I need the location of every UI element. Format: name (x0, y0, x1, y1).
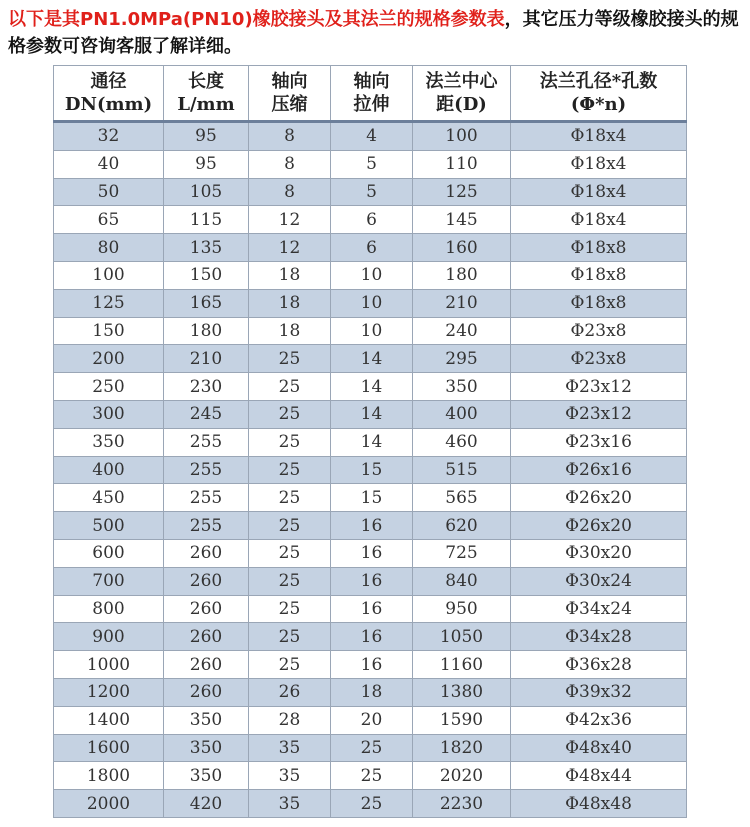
table-cell: 400 (54, 456, 164, 484)
table-cell: 255 (164, 428, 249, 456)
table-row (54, 539, 687, 567)
table-cell: 900 (54, 623, 164, 651)
table-cell: 350 (54, 428, 164, 456)
table-cell: 260 (164, 567, 249, 595)
table-cell: 16 (331, 539, 413, 567)
table-row (54, 206, 687, 234)
header-line: 通径 (90, 71, 127, 92)
table-cell: 725 (413, 539, 511, 567)
table-cell: 8 (249, 122, 331, 151)
header-dn (54, 66, 164, 122)
table-cell: 255 (164, 512, 249, 540)
table-cell: Φ18x8 (511, 261, 687, 289)
table-cell: 150 (164, 261, 249, 289)
table-cell: 6 (331, 206, 413, 234)
header-line: 法兰孔径*孔数 (539, 71, 658, 92)
table-cell: 16 (331, 512, 413, 540)
table-cell: 260 (164, 623, 249, 651)
table-cell: 160 (413, 234, 511, 262)
table-row (54, 234, 687, 262)
table-cell: 1800 (54, 762, 164, 790)
table-cell: Φ23x12 (511, 373, 687, 401)
table-cell: 25 (249, 651, 331, 679)
table-cell: 10 (331, 289, 413, 317)
table-cell: 80 (54, 234, 164, 262)
table-cell: 40 (54, 150, 164, 178)
table-cell: 260 (164, 651, 249, 679)
table-cell: 2230 (413, 790, 511, 818)
table-cell: 250 (54, 373, 164, 401)
table-cell: 135 (164, 234, 249, 262)
table-cell: 2000 (54, 790, 164, 818)
table-cell: 28 (249, 706, 331, 734)
header-flange-hole (511, 66, 687, 122)
table-cell: 350 (413, 373, 511, 401)
table-cell: 350 (164, 762, 249, 790)
table-cell: Φ26x20 (511, 484, 687, 512)
table-cell: Φ30x24 (511, 567, 687, 595)
table-cell: 260 (164, 539, 249, 567)
table-cell: 1160 (413, 651, 511, 679)
header-line: 轴向 (353, 71, 390, 92)
table-cell: 10 (331, 317, 413, 345)
table-cell: 1000 (54, 651, 164, 679)
table-cell: 230 (164, 373, 249, 401)
table-row (54, 150, 687, 178)
table-cell: 165 (164, 289, 249, 317)
table-row (54, 456, 687, 484)
table-cell: 25 (331, 790, 413, 818)
table-row (54, 373, 687, 401)
intro-highlight-text: 以下是其PN1.0MPa(PN10)橡胶接头及其法兰的规格参数表 (8, 9, 505, 30)
table-row (54, 595, 687, 623)
table-cell: 18 (331, 678, 413, 706)
table-cell: 25 (249, 484, 331, 512)
table-row (54, 345, 687, 373)
table-cell: 105 (164, 178, 249, 206)
table-cell: 25 (249, 595, 331, 623)
table-cell: 25 (249, 567, 331, 595)
table-cell: 25 (249, 400, 331, 428)
table-cell: 6 (331, 234, 413, 262)
table-cell: 400 (413, 400, 511, 428)
table-cell: 620 (413, 512, 511, 540)
table-row (54, 512, 687, 540)
table-cell: 4 (331, 122, 413, 151)
table-cell: 25 (249, 456, 331, 484)
table-cell: Φ30x20 (511, 539, 687, 567)
table-cell: 260 (164, 678, 249, 706)
table-cell: 8 (249, 178, 331, 206)
table-cell: 50 (54, 178, 164, 206)
table-cell: 420 (164, 790, 249, 818)
header-length (164, 66, 249, 122)
table-cell: 600 (54, 539, 164, 567)
table-cell: 35 (249, 734, 331, 762)
table-cell: 26 (249, 678, 331, 706)
table-cell: 110 (413, 150, 511, 178)
table-cell: 20 (331, 706, 413, 734)
table-row (54, 567, 687, 595)
table-cell: 14 (331, 428, 413, 456)
table-row (54, 790, 687, 818)
table-cell: 35 (249, 790, 331, 818)
table-cell: 1820 (413, 734, 511, 762)
table-cell: 1590 (413, 706, 511, 734)
table-cell: 95 (164, 122, 249, 151)
table-cell: Φ23x16 (511, 428, 687, 456)
table-cell: 5 (331, 150, 413, 178)
table-row (54, 261, 687, 289)
table-cell: Φ42x36 (511, 706, 687, 734)
table-cell: 14 (331, 400, 413, 428)
table-cell: 180 (164, 317, 249, 345)
table-cell: 16 (331, 623, 413, 651)
table-cell: 15 (331, 484, 413, 512)
table-row (54, 289, 687, 317)
table-cell: 115 (164, 206, 249, 234)
table-cell: 255 (164, 484, 249, 512)
table-row (54, 400, 687, 428)
table-cell: 12 (249, 206, 331, 234)
table-cell: 8 (249, 150, 331, 178)
table-row (54, 317, 687, 345)
table-cell: 14 (331, 345, 413, 373)
table-cell: 25 (249, 345, 331, 373)
intro-paragraph (8, 6, 742, 60)
table-cell: 1600 (54, 734, 164, 762)
spec-table-header (54, 66, 687, 122)
table-cell: Φ23x12 (511, 400, 687, 428)
table-cell: Φ48x48 (511, 790, 687, 818)
table-cell: Φ18x4 (511, 150, 687, 178)
table-cell: 125 (413, 178, 511, 206)
table-cell: 1200 (54, 678, 164, 706)
header-line: DN(mm) (64, 94, 153, 115)
table-cell: 295 (413, 345, 511, 373)
table-cell: 1050 (413, 623, 511, 651)
table-cell: Φ48x44 (511, 762, 687, 790)
table-cell: Φ39x32 (511, 678, 687, 706)
table-cell: 5 (331, 178, 413, 206)
table-cell: 25 (249, 428, 331, 456)
table-cell: 240 (413, 317, 511, 345)
header-axial-extension (331, 66, 413, 122)
table-row (54, 484, 687, 512)
table-row (54, 428, 687, 456)
table-cell: 65 (54, 206, 164, 234)
table-cell: 95 (164, 150, 249, 178)
table-cell: Φ18x8 (511, 234, 687, 262)
table-cell: 18 (249, 289, 331, 317)
table-cell: 515 (413, 456, 511, 484)
table-cell: 260 (164, 595, 249, 623)
table-cell: 32 (54, 122, 164, 151)
table-cell: 100 (413, 122, 511, 151)
table-row (54, 178, 687, 206)
table-cell: 2020 (413, 762, 511, 790)
table-cell: 500 (54, 512, 164, 540)
table-cell: 25 (249, 539, 331, 567)
table-cell: Φ34x24 (511, 595, 687, 623)
table-cell: Φ18x4 (511, 178, 687, 206)
table-cell: 12 (249, 234, 331, 262)
table-cell: 210 (164, 345, 249, 373)
table-row (54, 734, 687, 762)
table-cell: 25 (249, 623, 331, 651)
table-cell: Φ18x4 (511, 206, 687, 234)
header-line: 拉伸 (353, 94, 390, 115)
table-cell: 350 (164, 734, 249, 762)
header-line: 距(D) (436, 94, 487, 115)
table-cell: Φ36x28 (511, 651, 687, 679)
table-row (54, 678, 687, 706)
table-cell: 25 (331, 734, 413, 762)
table-cell: Φ26x16 (511, 456, 687, 484)
table-cell: 14 (331, 373, 413, 401)
table-cell: 300 (54, 400, 164, 428)
header-row (54, 66, 687, 122)
table-cell: 950 (413, 595, 511, 623)
header-flange-center-distance (413, 66, 511, 122)
table-cell: 450 (54, 484, 164, 512)
table-cell: 800 (54, 595, 164, 623)
table-cell: 565 (413, 484, 511, 512)
table-cell: 18 (249, 317, 331, 345)
table-cell: 700 (54, 567, 164, 595)
table-cell: 35 (249, 762, 331, 790)
table-cell: 16 (331, 651, 413, 679)
table-row (54, 706, 687, 734)
table-cell: 150 (54, 317, 164, 345)
table-cell: 1400 (54, 706, 164, 734)
spec-table (53, 65, 687, 818)
table-cell: 10 (331, 261, 413, 289)
header-line: 压缩 (271, 94, 308, 115)
table-row (54, 122, 687, 151)
table-cell: 25 (331, 762, 413, 790)
table-cell: 245 (164, 400, 249, 428)
header-line: (Φ*n) (570, 94, 627, 115)
table-cell: Φ23x8 (511, 317, 687, 345)
header-line: 法兰中心 (425, 71, 498, 92)
header-line: L/mm (177, 94, 235, 115)
table-cell: 16 (331, 595, 413, 623)
table-cell: Φ23x8 (511, 345, 687, 373)
table-cell: Φ26x20 (511, 512, 687, 540)
table-cell: 16 (331, 567, 413, 595)
table-row (54, 651, 687, 679)
intro-note-text: ，其它压力等级橡胶接头的规格参数可咨询客服了解详细。 (8, 9, 739, 57)
table-cell: Φ34x28 (511, 623, 687, 651)
header-line: 长度 (188, 71, 224, 92)
table-cell: 200 (54, 345, 164, 373)
table-cell: 125 (54, 289, 164, 317)
table-cell: 180 (413, 261, 511, 289)
table-cell: Φ18x8 (511, 289, 687, 317)
table-cell: 25 (249, 373, 331, 401)
table-row (54, 762, 687, 790)
table-cell: 460 (413, 428, 511, 456)
header-axial-compression (249, 66, 331, 122)
spec-table-body (54, 122, 687, 818)
table-cell: 15 (331, 456, 413, 484)
table-cell: 18 (249, 261, 331, 289)
table-cell: 840 (413, 567, 511, 595)
table-cell: 1380 (413, 678, 511, 706)
header-line: 轴向 (271, 71, 308, 92)
table-cell: 100 (54, 261, 164, 289)
table-row (54, 623, 687, 651)
table-cell: 255 (164, 456, 249, 484)
table-cell: Φ48x40 (511, 734, 687, 762)
table-cell: Φ18x4 (511, 122, 687, 151)
table-cell: 210 (413, 289, 511, 317)
table-cell: 25 (249, 512, 331, 540)
table-cell: 145 (413, 206, 511, 234)
table-cell: 350 (164, 706, 249, 734)
